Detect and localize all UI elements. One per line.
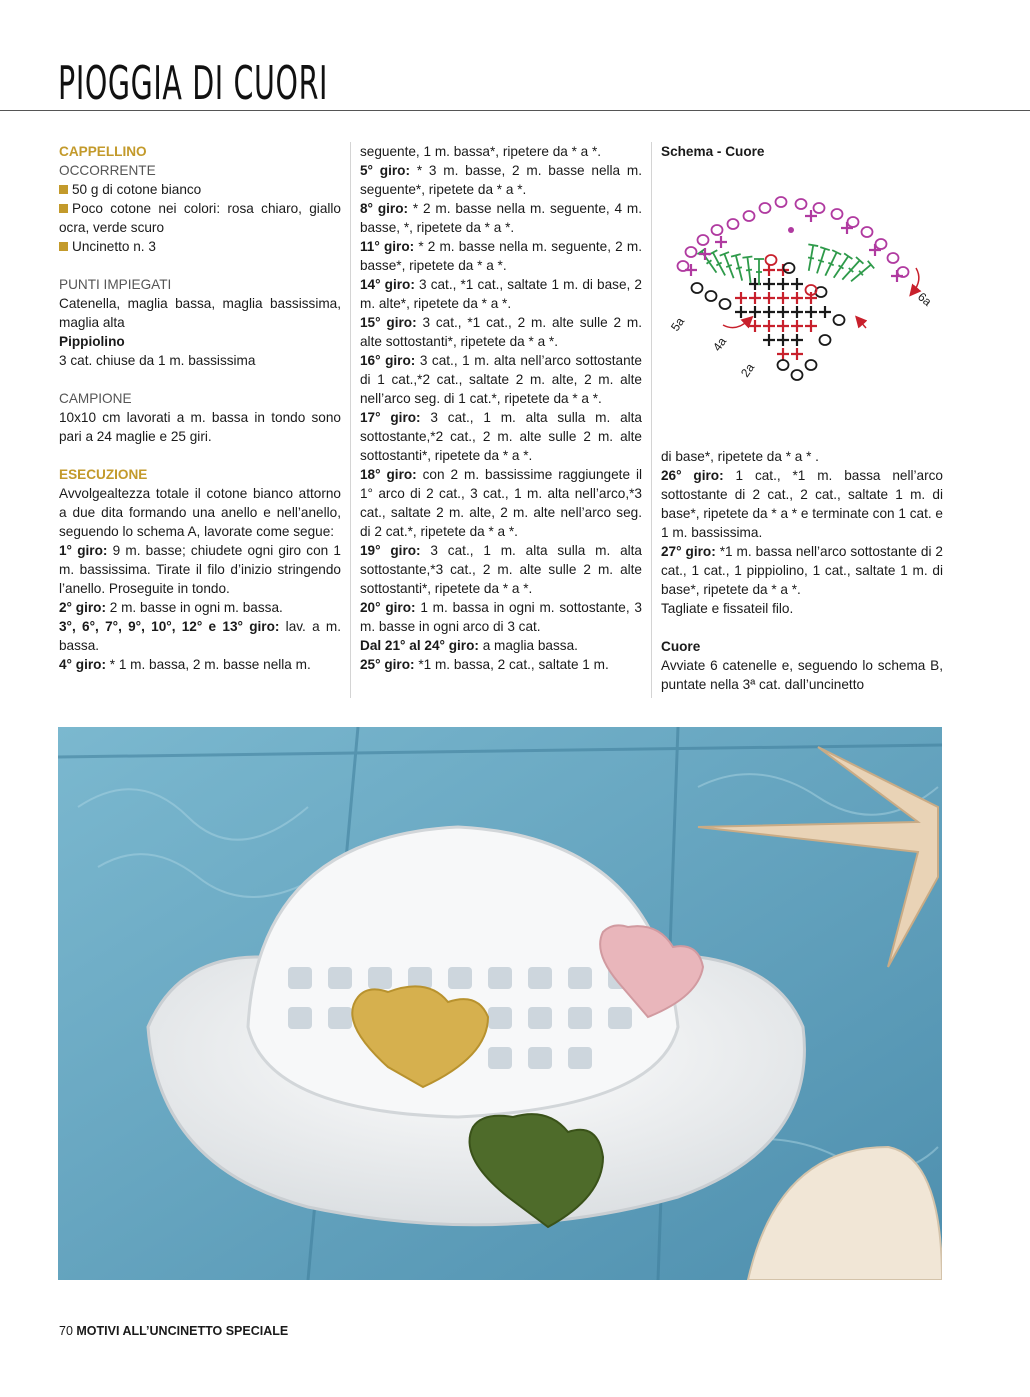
photo-illustration (58, 727, 942, 1280)
schema-title: Schema - Cuore (661, 144, 765, 159)
stitch-plus (777, 348, 789, 360)
instruction-step: 14° giro: 3 cat., *1 cat., saltate 1 m. di base, 2 m. alte*, ripetete da * a *. (360, 277, 642, 311)
cuore-heading: Cuore (661, 639, 701, 654)
material-item: 50 g di cotone bianco (59, 180, 341, 199)
stitch-plus (791, 306, 803, 318)
stitch-plus (749, 320, 761, 332)
stitch-plus (819, 306, 831, 318)
hat-photo (58, 727, 942, 1280)
column-3 (661, 142, 943, 161)
row-label: 6a (915, 289, 935, 309)
stitch-chain (832, 209, 843, 219)
punti-heading: PUNTI IMPIEGATI (59, 277, 172, 292)
stitch-plus (763, 306, 775, 318)
stitch-plus (735, 292, 747, 304)
punti-text: Catenella, maglia bassa, maglia bassissima, maglia alta (59, 296, 341, 330)
section-heading-esecuzione: ESECUZIONE (59, 467, 148, 482)
instruction-step: 26° giro: 1 cat., *1 m. bassa nell’arco sottostante di 2 cat., 2 cat., saltate 1 m. di base*, ripetete da * a * e terminate con 1 cat. e 1 m. bassissima. (661, 468, 943, 540)
bullet-square-icon (59, 242, 68, 251)
material-item: Poco cotone nei colori: rosa chiaro, giallo ocra, verde scuro (59, 201, 341, 235)
stitch-chain (862, 227, 873, 237)
stitch-double (804, 244, 818, 271)
chart-symbols (678, 197, 909, 380)
stitch-plus (749, 306, 761, 318)
esecuzione-text: Avvolgealtezza totale il cotone bianco attorno a due dita formando una anello e nell’anello, seguendo lo schema A, lavorate come segue: (59, 486, 341, 539)
heart-stitch-chart (661, 180, 943, 390)
column-divider (651, 142, 652, 698)
stitch-double (830, 253, 853, 280)
stitch-chain (712, 225, 723, 235)
stitch-plus (869, 244, 881, 256)
instruction-step: 5° giro: * 3 m. basse, 2 m. basse nella m. seguente*, ripetete da * a *. (360, 163, 643, 197)
arrow-row-5 (723, 320, 749, 328)
stitch-plus (791, 348, 803, 360)
footer (59, 1324, 288, 1338)
instruction-step: 18° giro: con 2 m. bassissime raggiungete il 1° arco di 2 cat., 3 cat., 1 m. alta nell’arco,*3 cat., saltate 2 m. alte, 2 m. alte nell’arco seg. di 2 cat.*, ripetete da * a *. (360, 467, 642, 539)
pippiolino-heading: Pippiolino (59, 334, 125, 349)
campione-heading: CAMPIONE (59, 391, 132, 406)
stitch-plus (805, 306, 817, 318)
row-label: 5a (667, 314, 688, 334)
pippiolino-text: 3 cat. chiuse da 1 m. bassissima (59, 353, 256, 368)
page-title: PIOGGIA DI CUORI (58, 56, 329, 110)
stitch-chain (848, 217, 859, 227)
stitch-double (839, 257, 864, 283)
stitch-plus (685, 264, 697, 276)
stitch-chain (876, 239, 887, 249)
section-heading-cappellino: CAPPELLINO (59, 144, 147, 159)
stitch-double (742, 256, 755, 283)
continued-text: seguente, 1 m. bassa*, ripetere da * a *. (360, 144, 602, 159)
arrow-row-start (859, 320, 866, 328)
instruction-step: 11° giro: * 2 m. basse nella m. seguente, 2 m. basse*, ripetete da * a *. (360, 239, 642, 273)
bullet-square-icon (59, 204, 68, 213)
arrow-row-6 (913, 268, 919, 292)
stitch-chain (888, 253, 899, 263)
stitch-chain (706, 291, 717, 301)
stitch-plus (791, 278, 803, 290)
instruction-step: 15° giro: 3 cat., *1 cat., 2 m. alte sulle 2 m. alte sottostanti*, ripetete da * a *. (360, 315, 642, 349)
stitch-plus (777, 278, 789, 290)
stitch-plus (699, 248, 711, 260)
stitch-chain (698, 235, 709, 245)
stitch-plus (777, 334, 789, 346)
material-item: Uncinetto n. 3 (59, 237, 341, 256)
instruction-step: 8° giro: * 2 m. basse nella m. seguente, 4 m. basse, *, ripetete da * a *. (360, 201, 642, 235)
instruction-step: 25° giro: *1 m. bassa, 2 cat., saltate 1 m. (360, 657, 609, 672)
stitch-chain (820, 335, 831, 345)
instruction-step: Dal 21° al 24° giro: a maglia bassa. (360, 638, 578, 653)
stitch-chain (686, 247, 697, 257)
stitch-double (708, 250, 729, 278)
stitch-double (848, 261, 874, 285)
stitch-plus (735, 306, 747, 318)
stitch-chain (792, 370, 803, 380)
column-3-text (661, 447, 943, 694)
stitch-plus (791, 320, 803, 332)
instruction-step: 4° giro: * 1 m. bassa, 2 m. basse nella m. (59, 657, 311, 672)
stitch-plus (805, 320, 817, 332)
stitch-chain (778, 360, 789, 370)
stitch-plus (763, 278, 775, 290)
instruction-step: 17° giro: 3 cat., 1 m. alta sulla m. alta sottostante,*2 cat., 2 m. alte sulle 2 m. alte sottostanti*, ripetete da * a *. (360, 410, 642, 463)
occorrente-heading: OCCORRENTE (59, 163, 156, 178)
title-rule (0, 110, 1030, 111)
stitch-plus (763, 264, 775, 276)
stitch-chain (834, 315, 845, 325)
stitch-plus (715, 236, 727, 248)
tail-text: Tagliate e fissateil filo. (661, 601, 794, 616)
stitch-chain (720, 299, 731, 309)
row-label: 4a (709, 334, 730, 354)
continued-text: di base*, ripetete da * a * . (661, 449, 819, 464)
stitch-plus (791, 334, 803, 346)
stitch-chain (784, 263, 795, 273)
stitch-plus (841, 222, 853, 234)
instruction-step: 1° giro: 9 m. basse; chiudete ogni giro con 1 m. bassissima. Tirate il filo d’inizio stringendo l’anello. Proseguite in tondo. (59, 543, 341, 596)
stitch-chain (744, 211, 755, 221)
column-1 (59, 142, 341, 674)
magazine-name: MOTIVI ALL’UNCINETTO SPECIALE (76, 1324, 289, 1338)
stitch-chain (728, 219, 739, 229)
stitch-chain (766, 255, 777, 265)
instruction-step: 2° giro: 2 m. basse in ogni m. bassa. (59, 600, 283, 615)
instruction-step: 16° giro: 3 cat., 1 m. alta nell’arco sottostante di 1 cat.,*2 cat., saltate 2 m. alte, 2 m. alte nell’arco seg. di 1 cat.*, ripetete da * a *. (360, 353, 642, 406)
stitch-chain (796, 199, 807, 209)
bullet-square-icon (59, 185, 68, 194)
stitch-plus (777, 306, 789, 318)
stitch-plus (763, 320, 775, 332)
instruction-step: 3°, 6°, 7°, 9°, 10°, 12° e 13° giro: lav. a m. bassa. (59, 619, 341, 653)
column-2 (360, 142, 642, 674)
cuore-text: Avviate 6 catenelle e, seguendo lo schema B, puntate nella 3ª cat. dall’uncinetto (661, 658, 943, 692)
stitch-plus (763, 292, 775, 304)
row-label: 2a (737, 360, 758, 380)
stitch-chain (806, 360, 817, 370)
stitch-chain (776, 197, 787, 207)
stitch-plus (777, 320, 789, 332)
instruction-step: 20° giro: 1 m. bassa in ogni m. sottostante, 3 m. basse in ogni arco di 3 cat. (360, 600, 642, 634)
column-divider (350, 142, 351, 698)
stitch-plus (763, 334, 775, 346)
page-number: 70 (59, 1324, 73, 1338)
stitch-plus (891, 270, 903, 282)
stitch-plus (777, 292, 789, 304)
stitch-chain (814, 203, 825, 213)
stitch-plus (749, 292, 761, 304)
instruction-step: 27° giro: *1 m. bassa nell’arco sottostante di 2 cat., 1 cat., 1 pippiolino, 1 cat., saltate 1 m. di base*, ripetete da * a *. (661, 544, 943, 597)
stitch-chain (692, 283, 703, 293)
campione-text: 10x10 cm lavorati a m. bassa in tondo sono pari a 24 maglie e 25 giri. (59, 410, 341, 444)
stitch-chain (760, 203, 771, 213)
instruction-step: 19° giro: 3 cat., 1 m. alta sulla m. alta sottostante,*3 cat., 2 m. alte sulle 2 m. alte sottostanti*, ripetete da * a *. (360, 543, 642, 596)
stitch-plus (791, 292, 803, 304)
stitch-dot (788, 227, 794, 233)
